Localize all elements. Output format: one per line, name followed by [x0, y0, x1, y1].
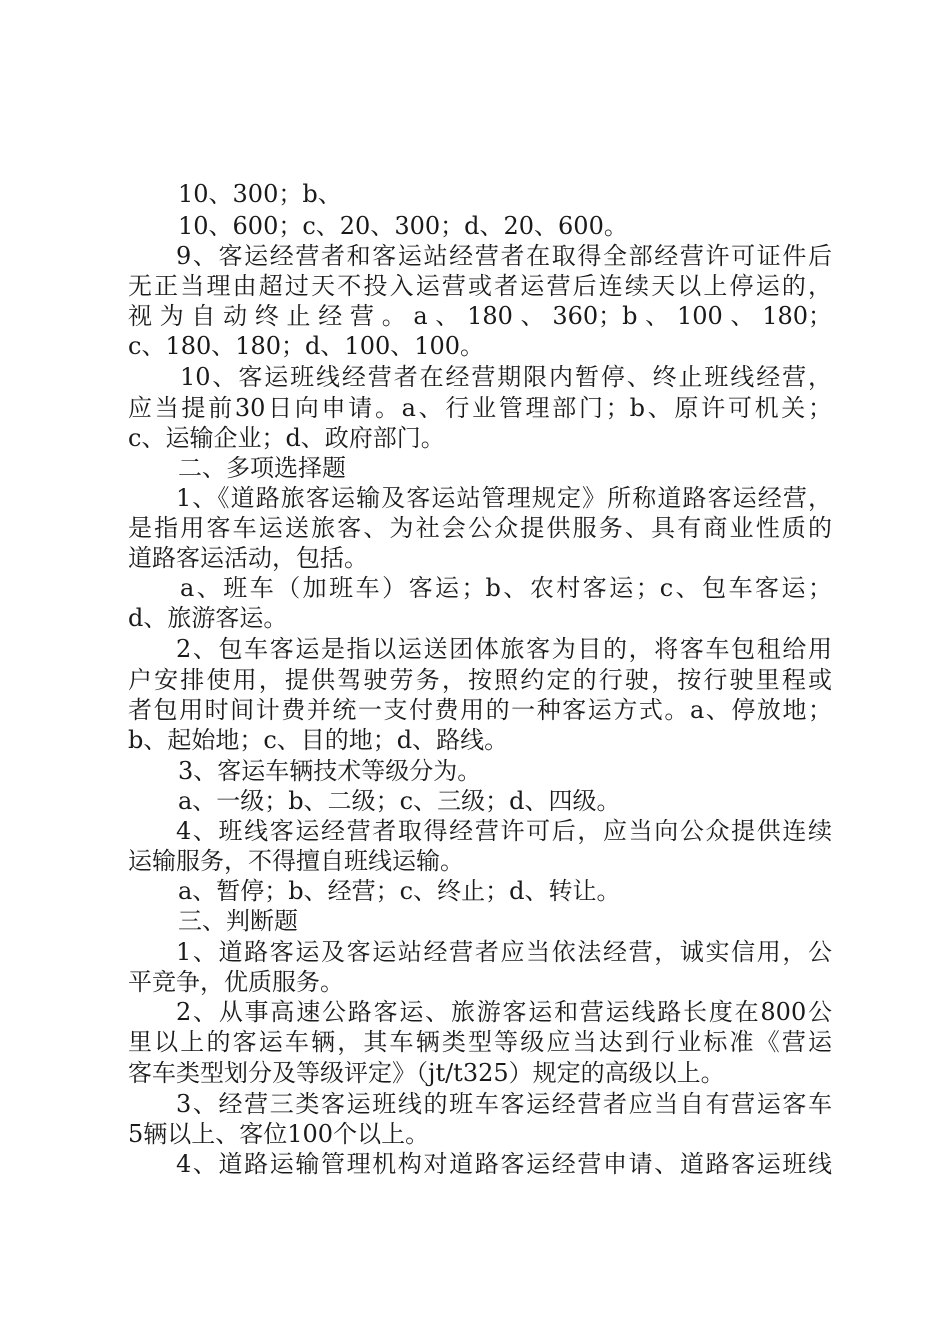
text-line: 平竞争，优质服务。 — [128, 968, 344, 996]
text-line: d、旅游客运。 — [128, 604, 288, 632]
text-line: 3、经营三类客运班线的班车客运经营者应当自有营运客车 — [176, 1090, 832, 1118]
text-line: b、起始地；c、目的地；d、路线。 — [128, 726, 509, 754]
text-line: 10、300；b、 — [178, 180, 342, 208]
text-line: c、运输企业；d、政府部门。 — [128, 424, 445, 452]
text-line: a、暂停；b、经营；c、终止；d、转让。 — [178, 877, 621, 905]
section-heading: 二、多项选择题 — [178, 454, 346, 482]
text-line: 2、从事高速公路客运、旅游客运和营运线路长度在800公 — [176, 998, 832, 1026]
text-line: 户安排使用，提供驾驶劳务，按照约定的行驶，按行驶里程或 — [128, 666, 832, 694]
text-line: 客车类型划分及等级评定》（jt/t325）规定的高级以上。 — [128, 1059, 725, 1087]
text-line: 道路客运活动，包括。 — [128, 544, 368, 572]
text-line: 10、600；c、20、300；d、20、600。 — [178, 212, 628, 240]
text-line: 4、道路运输管理机构对道路客运经营申请、道路客运班线 — [176, 1150, 832, 1178]
text-line: 应当提前30日向申请。a、行业管理部门；b、原许可机关； — [128, 394, 832, 422]
text-line: 无正当理由超过天不投入运营或者运营后连续天以上停运的， — [128, 272, 832, 300]
text-line: 运输服务，不得擅自班线运输。 — [128, 847, 464, 875]
text-line: 是指用客车运送旅客、为社会公众提供服务、具有商业性质的 — [128, 514, 832, 542]
text-line: 3、客运车辆技术等级分为。 — [178, 757, 482, 785]
text-line: 4、班线客运经营者取得经营许可后，应当向公众提供连续 — [176, 817, 832, 845]
text-line: 视为自动终止经营。a、180、360；b、100、180； — [128, 302, 832, 330]
text-line: 1、《道路旅客运输及客运站管理规定》所称道路客运经营， — [176, 484, 832, 512]
text-line: 5辆以上、客位100个以上。 — [128, 1120, 430, 1148]
text-line: 2、包车客运是指以运送团体旅客为目的，将客车包租给用 — [176, 635, 832, 663]
text-line: c、180、180；d、100、100。 — [128, 332, 485, 360]
section-heading: 三、判断题 — [178, 907, 298, 935]
text-line: 9、客运经营者和客运站经营者在取得全部经营许可证件后 — [176, 242, 832, 270]
text-line: 10、客运班线经营者在经营期限内暂停、终止班线经营， — [180, 363, 832, 391]
text-line: 1、道路客运及客运站经营者应当依法经营，诚实信用，公 — [176, 938, 832, 966]
text-line: a、一级；b、二级；c、三级；d、四级。 — [178, 787, 621, 815]
text-line: 者包用时间计费并统一支付费用的一种客运方式。a、停放地； — [128, 696, 832, 724]
text-line: a、班车（加班车）客运；b、农村客运；c、包车客运； — [180, 574, 832, 602]
text-line: 里以上的客运车辆，其车辆类型等级应当达到行业标准《营运 — [128, 1028, 832, 1056]
